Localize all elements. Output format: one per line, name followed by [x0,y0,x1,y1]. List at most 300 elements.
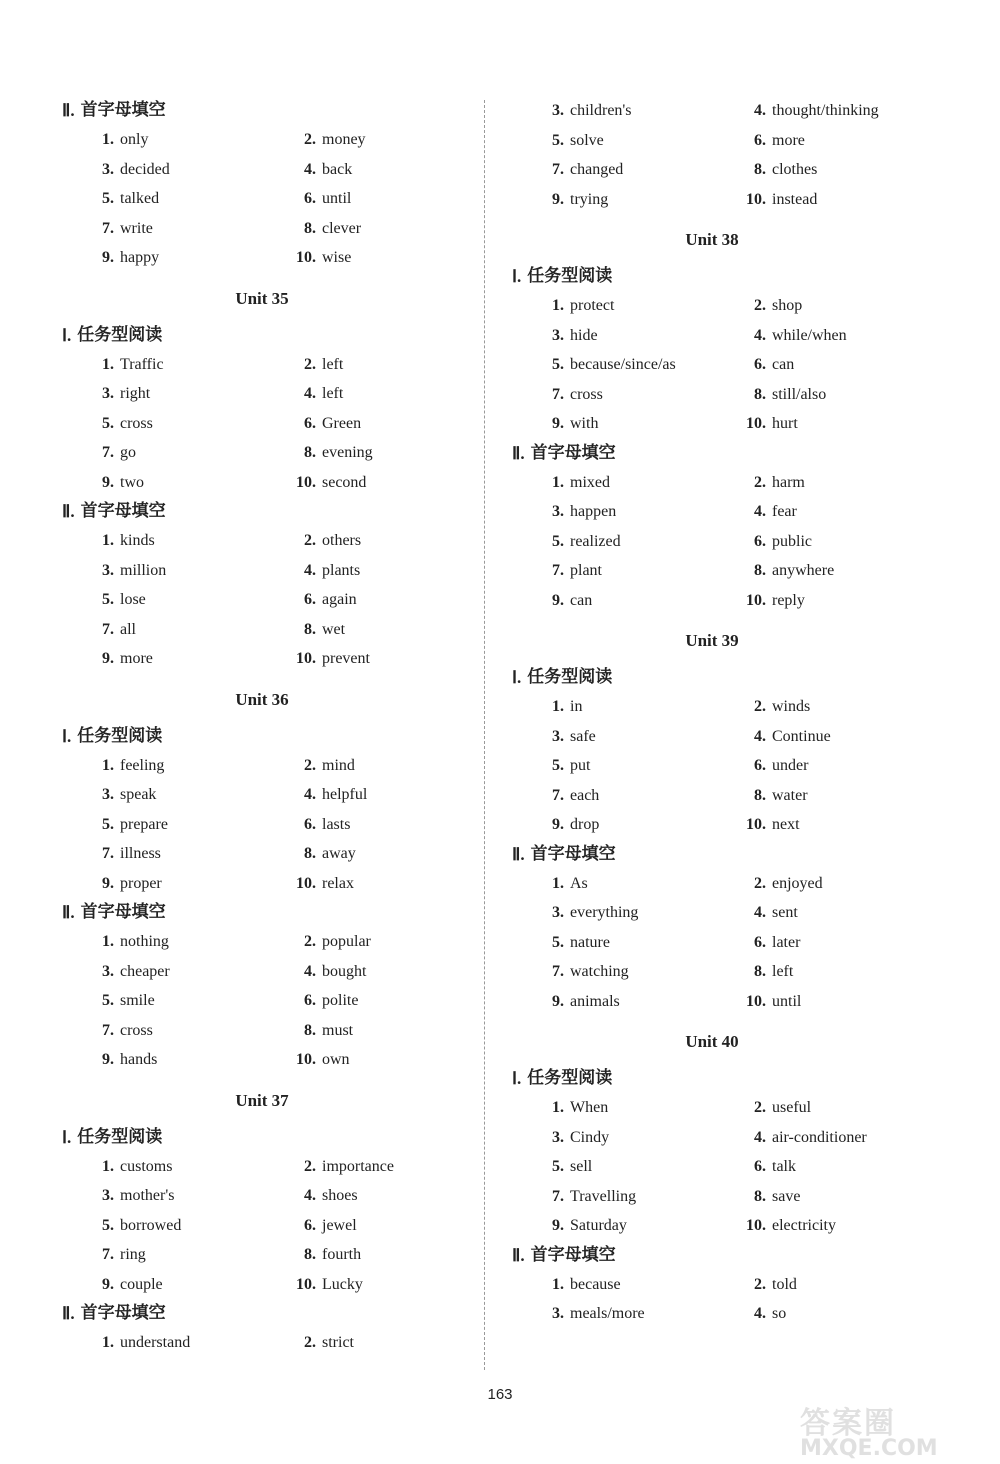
answer-row [62,1016,462,1046]
answer-item [542,586,592,616]
answer-item [92,468,144,498]
answer-number: 8. [304,845,316,862]
section-heading [62,321,462,350]
answer-item [734,556,834,586]
answer-number: 10. [296,650,316,667]
answer-row [62,986,462,1016]
answer-text: own [322,1051,350,1068]
answer-number: 3. [102,561,114,579]
answer-text: wet [322,620,346,638]
answer-text: relax [322,874,354,892]
answer-item [734,928,800,958]
unit-title: Unit 35 [235,288,289,308]
answer-row [62,1270,462,1300]
answer-number: 2. [304,756,316,774]
section-heading [512,840,932,869]
answer-text: hands [120,1051,158,1068]
answer-number: 8. [754,562,766,579]
answer-text: Cindy [570,1128,610,1146]
answer-number: 2. [754,473,766,491]
answer-text: clothes [772,161,818,178]
answer-text: fourth [322,1246,362,1263]
answer-number: 8. [754,1187,766,1205]
answer-item [734,380,826,410]
answer-item [284,585,357,615]
answer-text: nothing [120,933,169,950]
section-heading [62,497,462,526]
answer-item [734,527,812,557]
section-title: 任务型阅读 [527,1068,613,1088]
answer-row [62,243,462,273]
answer-text: because/since/as [570,356,676,373]
answer-item [734,96,879,126]
answer-item [542,1182,636,1212]
answer-row [512,1270,932,1300]
answer-row [62,184,462,214]
answer-text: right [120,385,151,402]
answer-text: cheaper [120,962,170,980]
section-numeral: Ⅱ. [62,1304,75,1323]
answer-row [512,126,932,156]
answer-text: all [120,620,136,638]
answer-item [92,810,168,840]
answer-item [284,839,356,869]
answer-text: left [322,385,344,402]
answer-row [62,556,462,586]
answer-item [92,379,150,409]
answer-number: 4. [304,561,316,579]
answer-text: decided [120,160,170,178]
answer-text: go [120,444,136,461]
answer-row [512,928,932,958]
answer-row [512,380,932,410]
answer-number: 8. [754,963,766,980]
answer-item [92,615,136,645]
answer-row [62,927,462,957]
answer-number: 8. [304,1021,316,1039]
answer-item [284,1270,363,1300]
section-heading [62,898,462,927]
answer-item [284,526,361,556]
answer-item [734,898,798,928]
answer-item [542,1299,645,1329]
answer-item [284,468,366,498]
answer-number: 4. [754,1305,766,1322]
answer-number: 1. [552,698,564,715]
answer-text: When [570,1099,609,1116]
answer-number: 3. [552,727,564,745]
answer-item [542,291,614,321]
answer-number: 9. [102,874,114,892]
answer-number: 9. [552,190,564,208]
answer-row [512,957,932,987]
answer-item [92,780,156,810]
answer-row [512,1211,932,1241]
answer-row [62,125,462,155]
answer-item [92,927,169,957]
answer-row [512,898,932,928]
answer-item [284,155,352,185]
answer-number: 2. [304,1157,316,1175]
answer-item [542,928,610,958]
answer-item [734,781,808,811]
answer-item [92,1152,172,1182]
answer-row [512,497,932,527]
answer-item [734,1182,800,1212]
answer-item [92,1181,174,1211]
answer-number: 7. [552,1187,564,1205]
answer-text: plants [322,561,361,579]
answer-item [734,350,794,380]
answer-item [734,1270,797,1300]
answer-number: 3. [102,1187,114,1204]
answer-row [512,1093,932,1123]
answer-number: 5. [102,190,114,207]
answer-number: 4. [754,904,766,921]
answer-text: realized [570,532,621,550]
answer-number: 5. [552,131,564,149]
answer-number: 7. [102,1021,114,1039]
answer-item [734,810,800,840]
section-heading [512,1241,932,1270]
answer-number: 10. [296,874,316,892]
answer-number: 6. [304,815,316,833]
answer-text: in [570,698,583,715]
answer-item [92,438,136,468]
answer-number: 5. [102,591,114,608]
answer-number: 5. [552,532,564,550]
answer-number: 10. [746,415,766,432]
answer-row [62,810,462,840]
answer-row [62,1045,462,1075]
answer-item [542,722,596,752]
unit-title: Unit 40 [685,1032,739,1051]
section-numeral: Ⅰ. [62,325,72,345]
section-title: 任务型阅读 [77,324,163,345]
answer-row [62,585,462,615]
answer-number: 5. [102,815,114,833]
unit-title: Unit 37 [235,1090,289,1110]
answer-text: plant [570,562,602,579]
answer-text: prevent [322,650,370,667]
answer-text: mother's [120,1187,175,1204]
answer-text: safe [570,727,596,745]
left-column [62,96,462,1358]
answer-item [92,839,161,869]
answer-text: away [322,845,356,862]
answer-number: 7. [552,161,564,178]
answer-item [542,185,608,215]
section-title: 首字母填空 [80,902,166,922]
answer-number: 4. [304,1187,316,1204]
section-numeral: Ⅱ. [512,1245,525,1265]
answer-number: 4. [754,503,766,520]
answer-item [542,898,638,928]
section-heading [62,1123,462,1152]
answer-number: 4. [754,326,766,344]
answer-number: 6. [754,1158,766,1175]
answer-number: 4. [304,786,316,803]
answer-item [734,321,847,351]
answer-text: Green [322,414,362,432]
answer-number: 2. [304,1334,316,1351]
answer-item [284,1328,354,1358]
answer-text: each [570,786,600,804]
section-heading [62,1299,462,1328]
answer-item [542,1211,627,1241]
answer-number: 1. [552,297,564,314]
answer-row [62,839,462,869]
answer-text: reply [772,591,805,609]
answer-text: strict [322,1334,354,1351]
section-numeral: Ⅰ. [512,267,522,286]
answer-number: 10. [746,816,766,833]
answer-text: write [120,219,153,237]
unit-title: Unit 38 [685,230,739,249]
answer-item [542,321,598,351]
answer-row [62,1240,462,1270]
section-title: 首字母填空 [530,843,616,864]
answer-item [542,1093,608,1123]
answer-number: 1. [102,933,114,950]
answer-item [92,526,155,556]
answer-item [284,1152,394,1182]
answer-item [542,1152,592,1182]
answer-number: 1. [102,355,114,373]
answer-text: public [772,532,812,550]
answer-item [734,1299,786,1329]
answer-text: everything [570,904,639,921]
answer-number: 1. [552,1099,564,1116]
answer-text: can [772,356,795,373]
answer-text: back [322,160,353,178]
answer-item [734,497,797,527]
section-numeral: Ⅰ. [512,1069,522,1088]
answer-number: 8. [754,786,766,804]
answer-text: more [772,131,805,149]
answer-item [92,986,155,1016]
answer-number: 5. [552,356,564,373]
answer-item [284,214,361,244]
section-numeral: Ⅱ. [512,844,525,864]
answer-item [542,987,620,1017]
answer-item [284,1240,361,1270]
answer-row [512,987,932,1017]
answer-item [734,1152,796,1182]
answer-row [512,810,932,840]
answer-text: electricity [772,1217,836,1234]
answer-item [284,350,343,380]
answer-text: feeling [120,756,165,774]
answer-item [284,556,360,586]
answer-row [62,526,462,556]
answer-item [284,986,358,1016]
answer-text: Continue [772,727,831,745]
answer-text: Travelling [570,1187,637,1205]
answer-text: million [120,561,167,579]
answer-text: two [120,473,144,491]
answer-number: 6. [754,356,766,373]
answer-text: money [322,131,366,148]
answer-row [62,1152,462,1182]
answer-item [284,125,366,155]
answer-text: mind [322,756,355,774]
section-numeral: Ⅱ. [62,101,75,120]
answer-number: 9. [102,249,114,266]
answer-text: clever [322,219,362,237]
answer-item [92,644,153,674]
answer-item [284,1211,357,1241]
answer-text: trying [570,190,609,208]
column-divider [484,100,485,1370]
answer-item [92,243,159,273]
answer-item [92,214,153,244]
answer-text: left [322,355,344,373]
answer-text: can [570,591,593,609]
answer-item [92,1211,181,1241]
section-heading [512,663,932,692]
answer-number: 8. [304,444,316,461]
answer-text: smile [120,992,155,1009]
answer-text: happy [120,249,160,266]
answer-row [512,1123,932,1153]
answer-number: 10. [746,1217,766,1234]
answer-number: 2. [304,933,316,950]
answer-item [284,1016,353,1046]
answer-text: jewel [322,1216,357,1234]
answer-text: still/also [772,385,827,403]
answer-item [542,869,588,899]
answer-row [512,96,932,126]
answer-text: enjoyed [772,874,823,892]
answer-number: 6. [754,131,766,149]
answer-number: 6. [754,757,766,774]
answer-item [92,1328,190,1358]
answer-text: cross [120,414,153,432]
answer-item [542,556,602,586]
answer-text: polite [322,992,359,1009]
answer-text: water [772,786,808,804]
answer-number: 10. [296,1051,316,1068]
answer-item [92,125,148,155]
answer-text: watching [570,963,629,980]
answer-number: 7. [102,1246,114,1263]
answer-number: 1. [552,1275,564,1293]
answer-number: 2. [754,698,766,715]
answer-text: couple [120,1275,163,1293]
answer-number: 2. [754,297,766,314]
answer-number: 8. [304,620,316,638]
section-title: 首字母填空 [530,442,616,463]
answer-item [734,468,805,498]
answer-text: until [322,190,352,207]
answer-text: harm [772,473,805,491]
answer-text: customs [120,1157,173,1175]
answer-row [62,869,462,899]
answer-text: hurt [772,415,798,432]
answer-row [62,780,462,810]
section-numeral: Ⅰ. [512,668,522,687]
answer-row [512,185,932,215]
section-numeral: Ⅱ. [512,443,525,463]
answer-item [284,1045,350,1075]
answer-number: 2. [754,874,766,892]
answer-number: 7. [552,786,564,804]
answer-row [62,957,462,987]
answer-item [284,751,355,781]
watermark-top-text: 答案圈 [800,1406,896,1441]
answer-row [512,586,932,616]
answer-item [542,497,616,527]
answer-number: 5. [552,1158,564,1175]
answer-text: popular [322,933,371,950]
answer-number: 9. [102,473,114,491]
answer-number: 3. [552,904,564,921]
answer-text: bought [322,962,367,980]
answer-item [284,409,361,439]
answer-text: illness [120,845,161,862]
answer-text: lasts [322,815,351,833]
answer-number: 1. [102,532,114,549]
answer-number: 6. [754,933,766,951]
answer-item [92,1016,153,1046]
answer-item [92,184,159,214]
answer-item [284,184,351,214]
answer-item [284,869,354,899]
answer-text: because [570,1275,621,1293]
answer-text: changed [570,161,624,178]
answer-number: 4. [304,385,316,402]
section-title: 任务型阅读 [77,1126,163,1147]
answer-text: speak [120,786,157,803]
answer-number: 1. [552,473,564,491]
answer-text: prepare [120,815,168,833]
answer-number: 3. [552,102,564,119]
answer-number: 9. [102,650,114,667]
answer-number: 3. [552,503,564,520]
answer-item [92,751,164,781]
answer-text: until [772,992,802,1010]
answer-text: happen [570,503,617,520]
answer-item [542,468,610,498]
answer-row [512,869,932,899]
answer-text: understand [120,1334,191,1351]
answer-row [512,350,932,380]
answer-number: 2. [304,355,316,373]
answer-item [542,1270,621,1300]
unit-title: Unit 39 [685,631,739,650]
answer-text: fear [772,503,797,520]
answer-text: lose [120,591,146,608]
answer-text: drop [570,816,600,833]
answer-text: more [120,650,153,667]
answer-item [284,780,367,810]
answer-text: only [120,131,149,148]
section-title: 首字母填空 [530,1244,616,1265]
answer-item [734,751,808,781]
answer-number: 3. [102,962,114,980]
answer-item [92,409,153,439]
answer-item [734,722,831,752]
section-numeral: Ⅱ. [62,502,75,521]
answer-row [512,321,932,351]
answer-item [92,869,162,899]
answer-text: left [772,963,794,980]
answer-number: 5. [102,414,114,432]
answer-text: protect [570,297,615,314]
answer-item [734,1093,811,1123]
answer-text: next [772,816,800,833]
